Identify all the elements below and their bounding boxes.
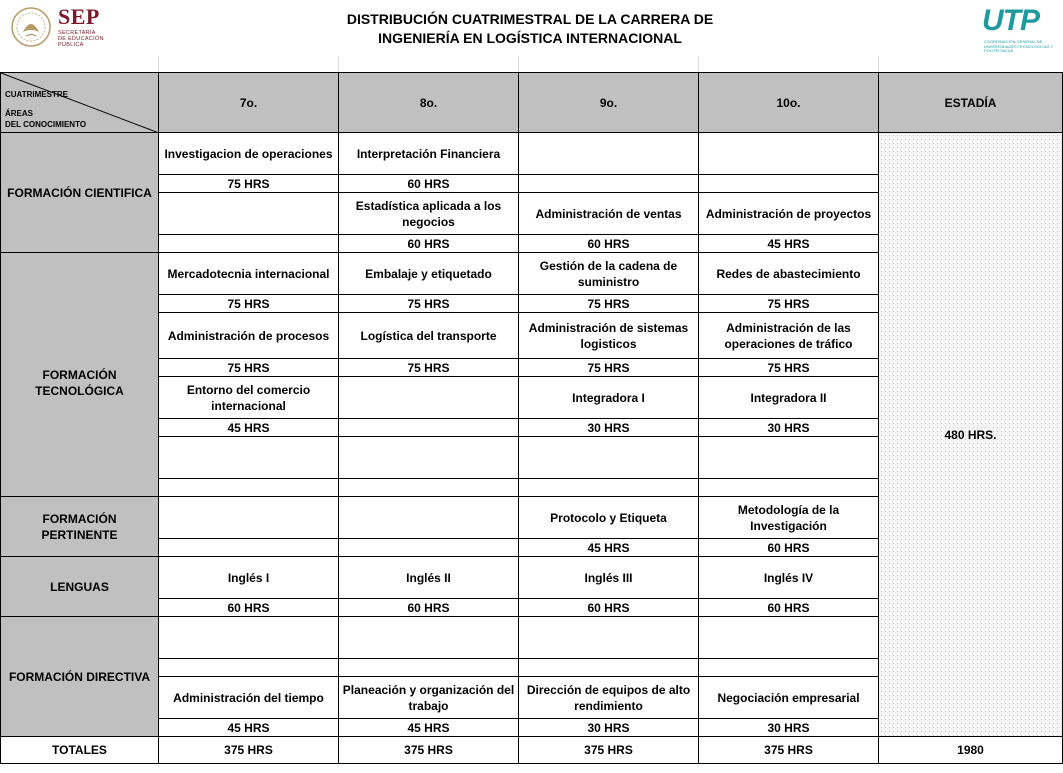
table-cell bbox=[519, 133, 699, 175]
table-cell: Inglés II bbox=[339, 557, 519, 599]
table-cell: 75 HRS bbox=[159, 359, 339, 377]
table-cell: Administración del tiempo bbox=[159, 677, 339, 719]
table-cell: Logística del transporte bbox=[339, 313, 519, 359]
table-cell bbox=[159, 235, 339, 253]
table-cell: 45 HRS bbox=[699, 235, 879, 253]
table-cell: 75 HRS bbox=[519, 359, 699, 377]
table-cell: Administración de las operaciones de tráfico bbox=[699, 313, 879, 359]
table-cell: Inglés III bbox=[519, 557, 699, 599]
table-cell bbox=[699, 175, 879, 193]
table-cell bbox=[339, 377, 519, 419]
table-cell: 60 HRS bbox=[519, 599, 699, 617]
table-cell: Interpretación Financiera bbox=[339, 133, 519, 175]
table-cell: Gestión de la cadena de suministro bbox=[519, 253, 699, 295]
table-cell: 60 HRS bbox=[339, 175, 519, 193]
table-cell bbox=[339, 437, 519, 479]
table-cell bbox=[519, 617, 699, 659]
table-cell bbox=[339, 659, 519, 677]
total-10: 375 HRS bbox=[699, 737, 879, 764]
table-cell: 45 HRS bbox=[339, 719, 519, 737]
table-cell bbox=[339, 479, 519, 497]
table-cell bbox=[699, 617, 879, 659]
table-cell bbox=[519, 479, 699, 497]
table-cell: 75 HRS bbox=[159, 295, 339, 313]
total-8: 375 HRS bbox=[339, 737, 519, 764]
column-header-estadia: ESTADÍA bbox=[879, 73, 1063, 133]
sep-wordmark: SEP bbox=[58, 4, 100, 29]
table-cell: Administración de proyectos bbox=[699, 193, 879, 235]
table-cell: 60 HRS bbox=[699, 539, 879, 557]
total-estadia: 1980 bbox=[879, 737, 1063, 764]
table-cell bbox=[339, 419, 519, 437]
table-cell: 75 HRS bbox=[519, 295, 699, 313]
table-cell bbox=[159, 659, 339, 677]
table-cell: Dirección de equipos de alto rendimiento bbox=[519, 677, 699, 719]
mexico-seal-icon bbox=[10, 6, 52, 48]
table-row bbox=[1, 133, 1063, 175]
table-cell: 30 HRS bbox=[519, 419, 699, 437]
area-lenguas: LENGUAS bbox=[1, 557, 159, 617]
table-cell bbox=[159, 437, 339, 479]
table-cell bbox=[699, 437, 879, 479]
table-cell bbox=[159, 479, 339, 497]
spreadsheet-gridlines bbox=[0, 56, 1063, 72]
areas-label: ÁREAS DEL CONOCIMIENTO bbox=[5, 109, 87, 129]
area-tecnologica bbox=[1, 253, 159, 497]
table-cell: 60 HRS bbox=[159, 599, 339, 617]
table-cell: Negociación empresarial bbox=[699, 677, 879, 719]
table-cell bbox=[519, 659, 699, 677]
table-cell bbox=[339, 539, 519, 557]
table-cell: 75 HRS bbox=[339, 359, 519, 377]
table-cell bbox=[159, 617, 339, 659]
utp-subtitle: COORDINACIÓN GENERAL DE UNIVERSIDADES TECNOLÓGICAS Y POLITÉCNICAS bbox=[984, 39, 1054, 53]
table-cell: 75 HRS bbox=[699, 295, 879, 313]
total-9: 375 HRS bbox=[519, 737, 699, 764]
area-cientifica: FORMACIÓN CIENTIFICA bbox=[1, 133, 159, 253]
table-cell: 60 HRS bbox=[339, 235, 519, 253]
table-cell: Planeación y organización del trabajo bbox=[339, 677, 519, 719]
cuatrimestre-label: CUATRIMESTRE bbox=[5, 90, 68, 99]
title-line-2: INGENIERÍA EN LOGÍSTICA INTERNACIONAL bbox=[378, 30, 682, 46]
corner-cell bbox=[1, 73, 159, 133]
table-cell: Integradora II bbox=[699, 377, 879, 419]
table-cell: Estadística aplicada a los negocios bbox=[339, 193, 519, 235]
table-cell: 60 HRS bbox=[699, 599, 879, 617]
table-cell bbox=[699, 133, 879, 175]
total-7: 375 HRS bbox=[159, 737, 339, 764]
column-header-9: 9o. bbox=[519, 73, 699, 133]
table-cell: 45 HRS bbox=[159, 719, 339, 737]
table-cell: 30 HRS bbox=[699, 719, 879, 737]
utp-logo bbox=[982, 4, 1058, 53]
table-cell: Entorno del comercio internacional bbox=[159, 377, 339, 419]
table-cell: Metodología de la Investigación bbox=[699, 497, 879, 539]
table-cell: Protocolo y Etiqueta bbox=[519, 497, 699, 539]
estadia-hours: 480 HRS. bbox=[879, 133, 1063, 737]
table-cell: 30 HRS bbox=[519, 719, 699, 737]
utp-wordmark: UTP bbox=[982, 4, 1039, 37]
header-row bbox=[1, 73, 1063, 133]
column-header-8: 8o. bbox=[339, 73, 519, 133]
table-cell: 30 HRS bbox=[699, 419, 879, 437]
table-cell bbox=[519, 175, 699, 193]
table-cell: Mercadotecnia internacional bbox=[159, 253, 339, 295]
table-cell: Investigacion de operaciones bbox=[159, 133, 339, 175]
area-directiva: FORMACIÓN DIRECTIVA bbox=[1, 617, 159, 737]
table-cell bbox=[339, 617, 519, 659]
table-cell bbox=[159, 193, 339, 235]
table-cell: 45 HRS bbox=[519, 539, 699, 557]
table-cell bbox=[699, 659, 879, 677]
table-cell: Inglés IV bbox=[699, 557, 879, 599]
sep-logo bbox=[6, 4, 116, 50]
table-cell: 75 HRS bbox=[159, 175, 339, 193]
area-tecnologica-label: FORMACIÓN TECNOLÓGICA bbox=[35, 367, 124, 398]
table-cell: 60 HRS bbox=[339, 599, 519, 617]
totals-row bbox=[1, 737, 1063, 764]
title-line-1: DISTRIBUCIÓN CUATRIMESTRAL DE LA CARRERA DE bbox=[346, 11, 714, 27]
table-cell: Redes de abastecimiento bbox=[699, 253, 879, 295]
table-cell: Administración de sistemas logisticos bbox=[519, 313, 699, 359]
table-cell: 60 HRS bbox=[519, 235, 699, 253]
page-title bbox=[290, 10, 770, 48]
totals-label: TOTALES bbox=[1, 737, 159, 764]
table-cell: 75 HRS bbox=[699, 359, 879, 377]
table-cell bbox=[159, 497, 339, 539]
table-cell bbox=[699, 479, 879, 497]
sep-subtitle: SECRETARÍA DE EDUCACIÓN PÚBLICA bbox=[58, 30, 104, 48]
table-cell: Inglés I bbox=[159, 557, 339, 599]
table-cell: Integradora I bbox=[519, 377, 699, 419]
table-cell: 45 HRS bbox=[159, 419, 339, 437]
table-cell: Administración de procesos bbox=[159, 313, 339, 359]
table-cell bbox=[159, 539, 339, 557]
column-header-7: 7o. bbox=[159, 73, 339, 133]
table-cell: Embalaje y etiquetado bbox=[339, 253, 519, 295]
table-cell bbox=[519, 437, 699, 479]
curriculum-table bbox=[0, 72, 1063, 764]
column-header-10: 10o. bbox=[699, 73, 879, 133]
area-pertinente: FORMACIÓN PERTINENTE bbox=[1, 497, 159, 557]
table-cell: 75 HRS bbox=[339, 295, 519, 313]
table-cell: Administración de ventas bbox=[519, 193, 699, 235]
table-cell bbox=[339, 497, 519, 539]
